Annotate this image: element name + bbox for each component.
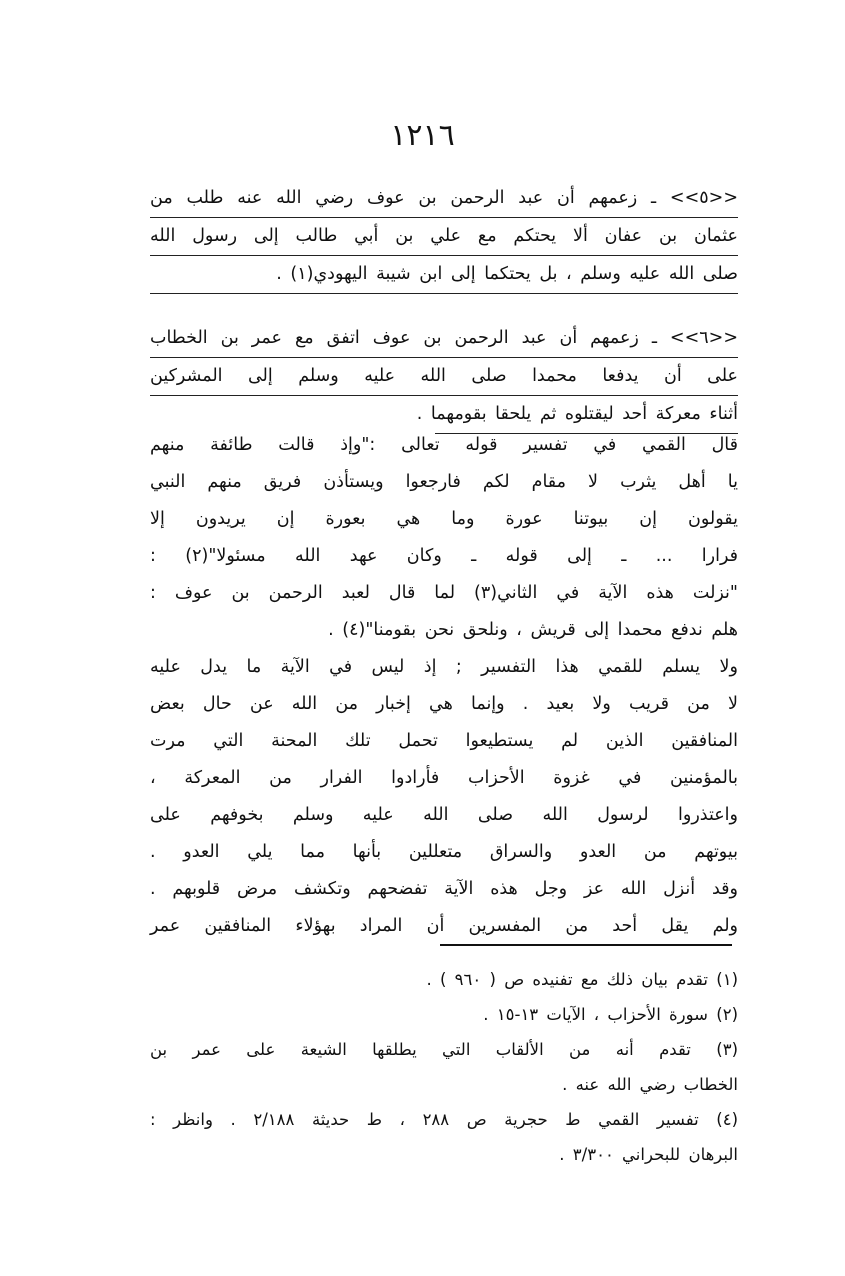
body-text bbox=[150, 427, 738, 945]
body-line: يقولون إن بيوتنا عورة وما هي بعورة إن يريدون إلا bbox=[150, 509, 738, 529]
body-line: ولا يسلم للقمي هذا التفسير ; إذ ليس في الآية ما يدل عليه bbox=[150, 657, 738, 677]
footnote-3: (٣) تقدم أنه من الألقاب التي يطلقها الشيعة على عمر بن bbox=[150, 1040, 738, 1059]
body-line: المنافقين الذين لم يستطيعوا تحمل تلك المحنة التي مرت bbox=[150, 731, 738, 751]
footnote-4-continuation: البرهان للبحراني ٣/٣٠٠ . bbox=[559, 1145, 738, 1164]
footnote-3-continuation: الخطاب رضي الله عنه . bbox=[562, 1075, 738, 1094]
body-line: لا من قريب ولا بعيد . وإنما هي إخبار من الله عن حال بعض bbox=[150, 694, 738, 714]
body-line: بالمؤمنين في غزوة الأحزاب فأرادوا الفرار من المعركة ، bbox=[150, 768, 738, 788]
body-line: يا أهل يثرب لا مقام لكم فارجعوا ويستأذن فريق منهم النبي bbox=[150, 472, 738, 492]
claim-5-line: صلى الله عليه وسلم ، بل يحتكما إلى ابن شيبة اليهودي(١) . bbox=[150, 256, 738, 294]
body-line: وقد أنزل الله عز وجل هذه الآية تفضحهم وتكشف مرض قلوبهم . bbox=[150, 879, 738, 899]
footnote-2: (٢) سورة الأحزاب ، الآيات ١٣-١٥ . bbox=[483, 1005, 738, 1024]
claim-6-line: على أن يدفعا محمدا صلى الله عليه وسلم إلى المشركين bbox=[150, 358, 738, 396]
page-number: ١٢١٦ bbox=[390, 118, 455, 153]
claim-5-line: عثمان بن عفان ألا يحتكم مع علي بن أبي طالب إلى رسول الله bbox=[150, 218, 738, 256]
body-line: ولم يقل أحد من المفسرين أن المراد بهؤلاء المنافقين عمر bbox=[150, 916, 738, 936]
body-line: هلم ندفع محمدا إلى قريش ، ونلحق نحن بقومنا"(٤) . bbox=[328, 620, 738, 640]
claim-6-line: أثناء معركة أحد ليقتلوه ثم يلحقا بقومهما . bbox=[435, 396, 738, 434]
footnote-4: (٤) تفسير القمي ط حجرية ص ٢٨٨ ، ط حديثة ٢/١٨٨ . وانظر : bbox=[150, 1110, 739, 1129]
footnote-separator bbox=[440, 944, 732, 946]
claim-6-paragraph bbox=[150, 320, 738, 434]
body-line: واعتذروا لرسول الله صلى الله عليه وسلم بخوفهم على bbox=[150, 805, 738, 825]
body-line: قال القمي في تفسير قوله تعالى :"وإذ قالت طائفة منهم bbox=[150, 435, 738, 455]
body-line: فرارا ... ـ إلى قوله ـ وكان عهد الله مسئولا"(٢) : bbox=[150, 546, 738, 566]
body-line: "نزلت هذه الآية في الثاني(٣) لما قال لعبد الرحمن بن عوف : bbox=[150, 583, 738, 603]
claim-6-line: <<٦>> ـ زعمهم أن عبد الرحمن بن عوف اتفق مع عمر بن الخطاب bbox=[150, 320, 738, 358]
claim-5-paragraph bbox=[150, 180, 738, 294]
body-line: بيوتهم من العدو والسراق متعللين بأنها مما يلي العدو . bbox=[150, 842, 738, 862]
footnote-1: (١) تقدم بيان ذلك مع تفنيده ص ( ٩٦٠ ) . bbox=[426, 970, 738, 989]
claim-5-line: <<٥>> ـ زعمهم أن عبد الرحمن بن عوف رضي الله عنه طلب من bbox=[150, 180, 738, 218]
footnotes bbox=[150, 962, 738, 1172]
